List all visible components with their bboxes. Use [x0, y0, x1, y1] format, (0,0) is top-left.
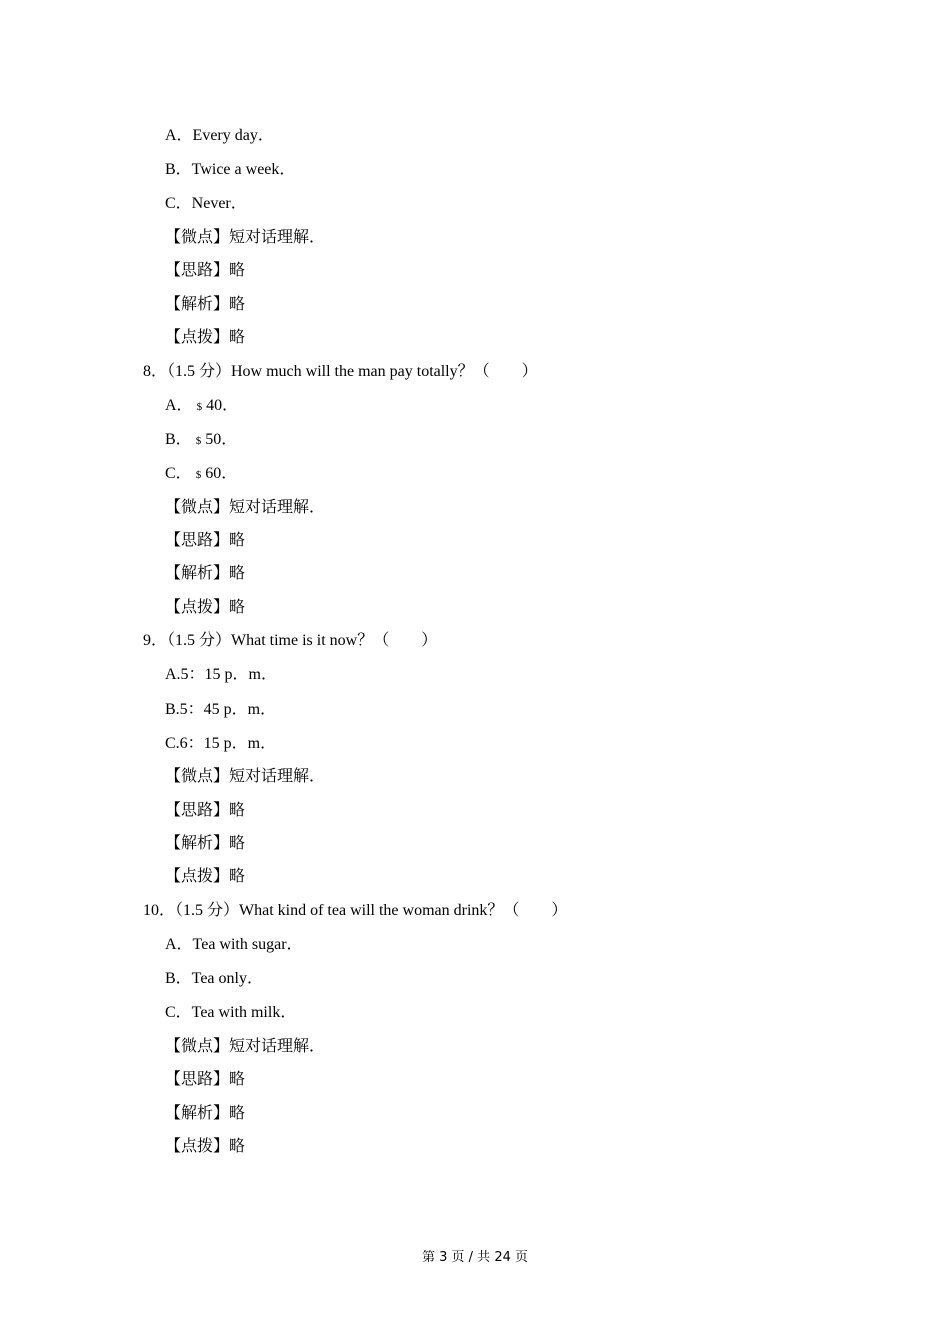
- q7-option-b: B．Twice a week．: [165, 161, 296, 178]
- q9-option-c: C.6：15 p．m．: [165, 735, 277, 752]
- q10-option-b: B．Tea only．: [165, 970, 263, 987]
- q10-note-analysis: 【解析】略: [165, 1105, 246, 1122]
- q7-option-c: C．Never．: [165, 195, 247, 212]
- q8-option-b: [165, 430, 237, 451]
- q9-stem: 9．（1.5 分）What time is it now？（ ）: [143, 632, 438, 649]
- q10-note-idea: 【思路】略: [165, 1071, 246, 1088]
- q8-note-analysis: 【解析】略: [165, 565, 246, 582]
- q7-note-point: 【微点】短对话理解．: [165, 229, 326, 246]
- q8-option-a: [165, 396, 238, 417]
- q9-note-point: 【微点】短对话理解．: [165, 768, 326, 785]
- q8-note-point: 【微点】短对话理解．: [165, 499, 326, 516]
- q10-stem: 10．（1.5 分）What kind of tea will the woman drink？（ ）: [143, 902, 568, 919]
- q9-note-analysis: 【解析】略: [165, 835, 246, 852]
- q9-note-tip: 【点拨】略: [165, 868, 246, 885]
- option-letter: A．: [165, 397, 193, 414]
- q8-stem: 8．（1.5 分）How much will the man pay totally？（ ）: [143, 363, 538, 380]
- q7-note-idea: 【思路】略: [165, 262, 246, 279]
- q9-option-a: A.5：15 p．m．: [165, 666, 278, 683]
- option-letter: C．: [165, 465, 192, 482]
- q10-option-a: A．Tea with sugar．: [165, 936, 303, 953]
- q7-option-a: A．Every day．: [165, 127, 274, 144]
- option-value: 60．: [205, 465, 238, 482]
- q10-option-c: C．Tea with milk．: [165, 1004, 297, 1021]
- q10-note-point: 【微点】短对话理解．: [165, 1038, 326, 1055]
- page-footer: 第 3 页 / 共 24 页: [422, 1250, 528, 1265]
- q8-note-idea: 【思路】略: [165, 532, 246, 549]
- q9-note-idea: 【思路】略: [165, 802, 246, 819]
- q8-note-tip: 【点拨】略: [165, 599, 246, 616]
- q7-note-analysis: 【解析】略: [165, 296, 246, 313]
- option-letter: B．: [165, 431, 192, 448]
- q10-note-tip: 【点拨】略: [165, 1138, 246, 1155]
- dollar-sign: $: [195, 469, 202, 481]
- q9-option-b: B.5：45 p．m．: [165, 701, 277, 718]
- option-value: 50．: [205, 431, 238, 448]
- option-value: 40．: [206, 397, 239, 414]
- q7-note-tip: 【点拨】略: [165, 329, 246, 346]
- dollar-sign: $: [196, 401, 203, 413]
- dollar-sign: $: [195, 435, 202, 447]
- q8-option-c: [165, 464, 237, 485]
